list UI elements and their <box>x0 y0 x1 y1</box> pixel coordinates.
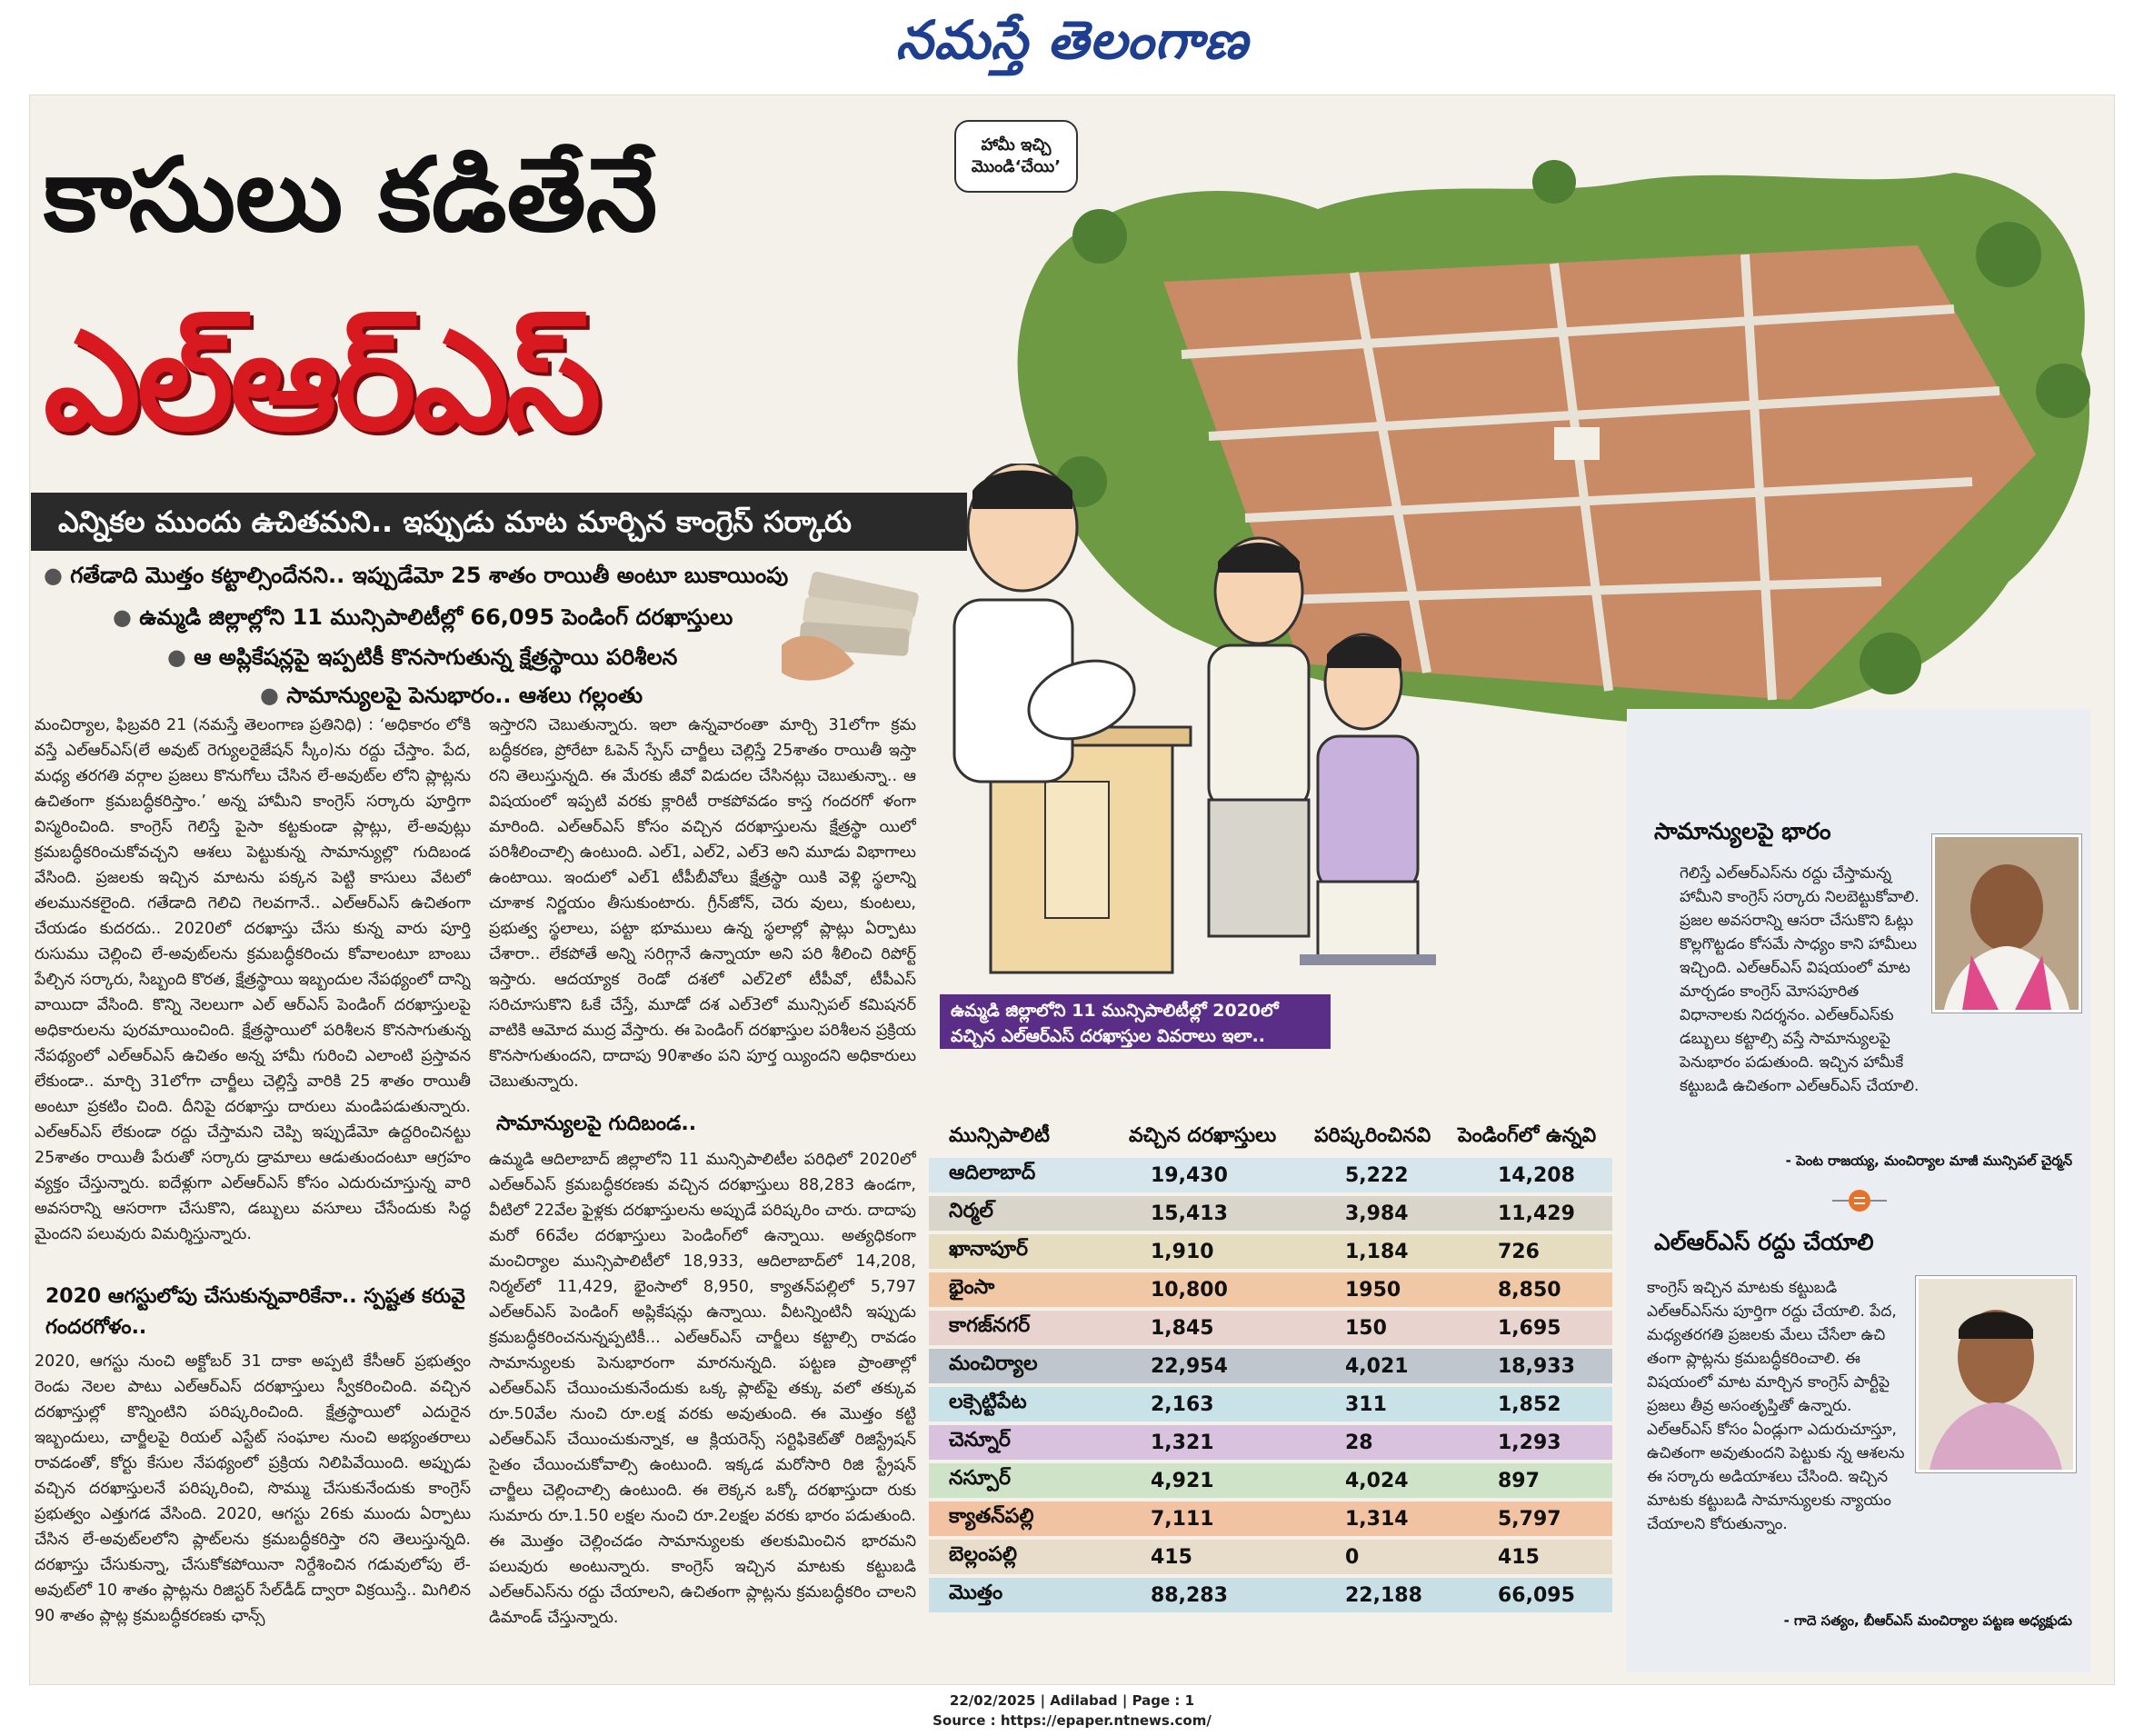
table-cell-pending: 11,429 <box>1498 1202 1575 1225</box>
table-cell-received: 19,430 <box>1151 1163 1228 1187</box>
avatar-2 <box>1916 1276 2076 1472</box>
table-cell-pending: 415 <box>1498 1545 1540 1569</box>
table-cell-name: నిర్మల్‌ <box>949 1200 993 1222</box>
table-row <box>929 1578 1612 1612</box>
sidebar-signature-2: - గాదె సత్యం, బీఆర్‌ఎస్‌ మంచిర్యాల పట్టణ అధ్యక్షుడు <box>1783 1612 2072 1629</box>
person-icon <box>1935 837 2079 1010</box>
table-row <box>929 1540 1612 1574</box>
table-cell-resolved: 150 <box>1345 1316 1387 1340</box>
table-cell-name: నస్పూర్‌ <box>949 1467 1012 1490</box>
article-column-2 <box>489 713 916 1094</box>
table-row <box>929 1196 1612 1231</box>
table-cell-resolved: 5,222 <box>1345 1163 1409 1187</box>
footer-source: Source : https://epaper.ntnews.com/ <box>932 1712 1212 1729</box>
table-cell-name: ఆదిలాబాద్‌ <box>949 1162 1036 1184</box>
table-cell-resolved: 0 <box>1345 1545 1360 1569</box>
table-row <box>929 1387 1612 1422</box>
header-received: వచ్చిన దరఖాస్తులు <box>1129 1124 1277 1147</box>
table-cell-resolved: 28 <box>1345 1431 1373 1454</box>
table-cell-resolved: 22,188 <box>1345 1583 1422 1607</box>
table-body <box>929 1158 1612 1612</box>
article-column-1b <box>35 1349 471 1649</box>
table-row <box>929 1272 1612 1307</box>
headline-subtitle: ఎన్నికల ముందు ఉచితమని.. ఇప్పుడు మాట మార్చిన కాంగ్రెస్‌ సర్కారు <box>31 493 967 551</box>
bullet-4: ● సామాన్యులపై పెనుభారం.. ఆశలు గల్లంతు <box>260 680 643 711</box>
table-cell-received: 415 <box>1151 1545 1192 1569</box>
cartoon-illustration <box>936 464 1472 991</box>
table-row <box>929 1502 1612 1536</box>
table-cell-received: 4,921 <box>1151 1469 1214 1492</box>
table-cell-resolved: 4,024 <box>1345 1469 1409 1492</box>
table-cell-pending: 1,695 <box>1498 1316 1561 1340</box>
article-text-2: ఇస్తారని చెబుతున్నారు. ఇలా ఉన్నవారంతా మార్చి 31లోగా క్రమ బద్ధీకరణ, ప్రోరేటా ఓపెన్‌ స్పేస్‌ చార్జీలు చెల్లిస్తే 25శాతం రాయితీ ఇస్తా రని తెలుస్తున్నది. ఈ మేరకు జీవో విడుదల చేసినట్లు చెబుతున్నా.. ఆ విషయంలో ఇప్పటి వరకు క్లారిటీ రాకపోవడం కాస్త గందరగో ళంగా మారింది. ఎల్‌ఆర్‌ఎస్‌ కోసం వచ్చిన దరఖాస్తులను క్షేత్రస్థా యిలో పరిశీలించాల్సి ఉంటుంది. ఎల్‌1, ఎల్‌2, ఎల్‌3 అని మూడు విభాగాలు ఉంటాయి. ఇందులో ఎల్‌1 టీపీబీవోలు క్షేత్రస్థా యికి వెళ్లి స్థలాన్ని చూశాక నిర్ణయం తీసుకుంటారు. గ్రీన్‌జోన్‌, చెరు వులు, కుంటలు, ప్రభుత్వ స్థలాలు, పట్టా భూములు ఉన్న స్థలాల్లో ప్లాట్లు ఏర్పాటు చేశారా.. లేకపోతే అన్ని సరిగ్గానే ఉన్నాయా అని పరి శీలించి రిపోర్ట్‌ ఇస్తారు. ఆదయ్యాక రెండో దశలో ఎల్‌2లో టీపీవో, టీపీఎస్‌ సరిచూసుకొని ఓకే చేస్తే, మూడో దశ ఎల్‌3లో మున్సిపల్‌ కమిషనర్‌ వాటికి ఆమోద ముద్ర వేస్తారు. ఈ పెండింగ్‌ దరఖాస్తుల పరిశీలన ప్రక్రియ కొనసాగుతుందని, దాదాపు 90శాతం పని పూర్త య్యిందని అధికారులు చెబుతున్నారు. <box>489 716 916 1091</box>
bullet-3: ● ఆ అప్లికేషన్లపై ఇప్పటికీ కొనసాగుతున్న క్షేత్రస్థాయి పరిశీలన <box>167 642 677 673</box>
table-cell-resolved: 4,021 <box>1345 1354 1409 1378</box>
table-row <box>929 1349 1612 1383</box>
avatar-1 <box>1932 834 2081 1013</box>
separator-icon <box>1832 1187 1887 1214</box>
table-cell-pending: 14,208 <box>1498 1163 1575 1187</box>
money-illustration <box>773 564 936 691</box>
table-cell-pending: 1,852 <box>1498 1392 1561 1416</box>
badge-line-1: హామీ ఇచ్చి <box>981 135 1052 155</box>
article-column-2b <box>489 1147 916 1656</box>
table-cell-name: మంచిర్యాల <box>949 1352 1038 1375</box>
table-cell-received: 88,283 <box>1151 1583 1228 1607</box>
article-subhead-1: 2020 ఆగస్టులోపు చేసుకున్నవారికేనా.. స్పష్టత కరువై గందరగోళం.. <box>45 1285 465 1339</box>
table-cell-received: 7,111 <box>1151 1507 1214 1531</box>
table-cell-received: 1,321 <box>1151 1431 1214 1454</box>
table-cell-pending: 5,797 <box>1498 1507 1561 1531</box>
table-cell-name: లక్సెట్టిపేట <box>949 1391 1027 1413</box>
sidebar-heading-2: ఎల్‌ఆర్‌ఎస్‌ రద్దు చేయాలి <box>1654 1229 1874 1255</box>
masthead: నమస్తే తెలంగాణ <box>895 9 1249 71</box>
bullet-2: ● ఉమ్మడి జిల్లాల్లోని 11 మున్సిపాలిటీల్లో 66,095 పెండింగ్‌ దరఖాస్తులు <box>113 602 733 633</box>
footer-date-edition: 22/02/2025 | Adilabad | Page : 1 <box>949 1692 1195 1709</box>
sidebar-signature-1: - పెంట రాజయ్య, మంచిర్యాల మాజీ మున్సిపల్‌ చైర్మన్‌ <box>1785 1152 2072 1169</box>
table-cell-resolved: 3,984 <box>1345 1202 1409 1225</box>
article-column-1 <box>35 713 471 1276</box>
table-cell-resolved: 311 <box>1345 1392 1387 1416</box>
sidebar-text-1: గెలిస్తే ఎల్‌ఆర్‌ఎస్‌ను రద్దు చేస్తామన్న హామీని కాంగ్రెస్‌ సర్కారు నిలబెట్టుకోవాలి. ప్రజల అవసరాన్ని ఆసరా చేసుకొని ఓట్లు కొల్లగొట్టడం కోసమే సాధ్యం కాని హామీలు ఇచ్చింది. ఎల్‌ఆర్‌ఎస్‌ విషయంలో మాట మార్చడం కాంగ్రెస్‌ మోసపూరిత విధానాలకు నిదర్శనం. ఎల్‌ఆర్‌ఎస్‌కు డబ్బులు కట్టాల్సి వస్తే సామాన్యులపై పెనుభారం పడుతుంది. ఇచ్చిన హామీకే కట్టుబడి ఉచితంగా ఎల్‌ఆర్‌ఎస్‌ చేయాలి. <box>1680 864 1920 1095</box>
table-cell-received: 1,845 <box>1151 1316 1214 1340</box>
article-subhead-2: సామాన్యులపై గుదిబండ.. <box>496 1112 697 1135</box>
table-cell-pending: 18,933 <box>1498 1354 1575 1378</box>
headline-line1: కాసులు కడితేనే <box>44 136 658 254</box>
article-text-1b: 2020, ఆగస్టు నుంచి అక్టోబర్‌ 31 దాకా అప్పటి కేసీఆర్‌ ప్రభుత్వం రెండు నెలల పాటు ఎల్‌ఆర్‌ఎస్‌ దరఖాస్తులు స్వీకరించింది. వచ్చిన దరఖాస్తుల్లో కొన్నింటిని పరిష్కరించింది. క్షేత్రస్థాయిలో ఎదురైన ఇబ్బందులు, చార్జీలపై రియల్‌ ఎస్టేట్‌ సంఘాల నుంచి అభ్యంతరాలు రావడంతో, కోర్టు కేసుల నేపథ్యంలో ప్రక్రియ నిలిపివేయింది. అప్పుడు వచ్చిన దరఖాస్తులనే పరిష్కరించి, సొమ్ము చేసుకునేందుకు కాంగ్రెస్‌ ప్రభుత్వం ఎత్తుగడ వేసింది. 2020, ఆగస్టు 26కు ముందు ఏర్పాటు చేసిన లే-అవుట్‌లలోని ప్లాట్‌లను క్రమబద్ధీకరిస్తా రని తెలుస్తున్నది. దరఖాస్తు చేసుకున్నా, చేసుకోకపోయినా నిర్దేశించిన గడువులోపు లే-అవుట్‌లో 10 శాతం ప్లాట్లను రిజిస్టర్‌ సేల్‌డీడ్‌ ద్వారా విక్రయిస్తే.. మిగిలిన 90 శాతం ప్లాట్ల క్రమబద్ధీకరణకు ఛాన్స్‌ <box>35 1352 471 1625</box>
table-cell-pending: 897 <box>1498 1469 1540 1492</box>
table-row <box>929 1425 1612 1460</box>
table-cell-pending: 8,850 <box>1498 1278 1561 1302</box>
table-cell-received: 15,413 <box>1151 1202 1228 1225</box>
sidebar-text-2: కాంగ్రెస్‌ ఇచ్చిన మాటకు కట్టుబడి ఎల్‌ఆర్‌ఎస్‌ను పూర్తిగా రద్దు చేయాలి. పేద, మధ్యతరగతి ప్రజలకు మేలు చేసేలా ఉచి తంగా ప్లాట్లను క్రమబద్ధీకరించాలి. ఈ విషయంలో మాట మార్చిన కాంగ్రెస్‌ పార్టీపై ప్రజలు తీవ్ర అసంతృప్తితో ఉన్నారు. ఎల్‌ఆర్‌ఎస్‌ కోసం ఏండ్లుగా ఎదురుచూస్తూ, ఉచితంగా అవుతుందని పెట్టుకు న్న ఆశలను ఈ సర్కారు అడియాశలు చేసింది. ఇచ్చిన మాటకు కట్టుబడి సామాన్యులకు న్యాయం చేయాలని కోరుతున్నాం. <box>1647 1279 1905 1533</box>
table-cell-pending: 726 <box>1498 1240 1540 1263</box>
table-cell-resolved: 1,184 <box>1345 1240 1409 1263</box>
table-cell-received: 1,910 <box>1151 1240 1214 1263</box>
headline-line2: ఎల్‌ఆర్‌ఎస్‌ <box>44 303 598 461</box>
table-cell-name: భైంసా <box>949 1276 995 1299</box>
table-cell-name: బెల్లంపల్లి <box>949 1543 1018 1566</box>
bullet-1: ● గతేడాది మొత్తం కట్టాల్సిందేనని.. ఇప్పుడేమో 25 శాతం రాయితీ అంటూ బుకాయింపు <box>44 560 788 591</box>
table-caption: ఉమ్మడి జిల్లాలోని 11 మున్సిపాలిటీల్లో 2020లో వచ్చిన ఎల్‌ఆర్‌ఎస్‌ దరఖాస్తుల వివరాలు ఇలా.. <box>940 994 1331 1049</box>
table-row <box>929 1158 1612 1192</box>
table-row <box>929 1311 1612 1345</box>
table-row <box>929 1234 1612 1269</box>
person-icon <box>1919 1279 2073 1470</box>
table-cell-pending: 1,293 <box>1498 1431 1561 1454</box>
header-resolved: పరిష్కరించినవి <box>1314 1124 1431 1147</box>
table-cell-name: చెన్నూర్‌ <box>949 1429 1011 1452</box>
table-row <box>929 1463 1612 1498</box>
table-cell-resolved: 1,314 <box>1345 1507 1409 1531</box>
lrs-table <box>929 1118 1612 1616</box>
table-cell-resolved: 1950 <box>1345 1278 1401 1302</box>
table-cell-received: 22,954 <box>1151 1354 1228 1378</box>
sidebar-heading-1: సామాన్యులపై భారం <box>1654 818 1831 844</box>
headline-badge <box>954 120 1078 193</box>
table-cell-name: ఖానాపూర్‌ <box>949 1238 1029 1261</box>
table-cell-received: 10,800 <box>1151 1278 1228 1302</box>
table-cell-pending: 66,095 <box>1498 1583 1575 1607</box>
header-municipality: మున్సిపాలిటీ <box>949 1124 1050 1147</box>
article-text-2b: ఉమ్మడి ఆదిలాబాద్‌ జిల్లాలోని 11 మున్సిపాలిటీల పరిధిలో 2020లో ఎల్‌ఆర్‌ఎస్‌ క్రమబద్ధీకరణకు వచ్చిన దరఖాస్తులు 88,283 ఉండగా, వీటిలో 22వేల ఫైళ్లకు దరఖాస్తులను అప్పుడే పరిష్కరిం చారు. దాదాపు మరో 66వేల దరఖాస్తులు పెండింగ్‌లో ఉన్నాయి. అత్యధికంగా మంచిర్యాల మున్సిపాలిటీలో 18,933, ఆదిలాబాద్‌లో 14,208, నిర్మల్‌లో 11,429, భైంసాలో 8,950, క్యాతన్‌పల్లిలో 5,797 ఎల్‌ఆర్‌ఎస్‌ పెండింగ్‌ అప్లికేషన్లు ఉన్నాయి. వీటన్నింటినీ ఇప్పుడు క్రమబద్ధీకరించనున్నప్పటికీ... ఎల్‌ఆర్‌ఎస్‌ చార్జీలు కట్టాల్సి రావడం సామాన్యులకు పెనుభారంగా మారనున్నది. పట్టణ ప్రాంతాల్లో ఎల్‌ఆర్‌ఎస్‌ చేయించుకునేందుకు ఒక్క ప్లాట్‌పై తక్కు వలో తక్కువ రూ.50వేల నుంచి రూ.లక్ష వరకు అవుతుంది. ఈ మొత్తం కట్టి ఎల్‌ఆర్‌ఎస్‌ చేయించుకున్నాక, ఆ క్లియరెన్స్‌ సర్టిఫికెట్‌తో రిజిస్ట్రేషన్‌ సైతం చేయించుకోవాల్సి ఉంటుంది. ఇక్కడ మరోసారి రిజి స్ట్రేషన్‌ చార్జీలు చెల్లించాల్సి ఉంటుంది. ఈ లెక్కన ఒక్కో దరఖాస్తుదా రుకు సుమారు రూ.1.50 లక్షల నుంచి రూ.2లక్షల వరకు భారం పడుతుంది. ఈ మొత్తం చెల్లించడం సామాన్యులకు తలకుమించిన భారమని పలువురు అంటున్నారు. కాంగ్రెస్‌ ఇచ్చిన మాటకు కట్టుబడి ఎల్‌ఆర్‌ఎస్‌ను రద్దు చేయాలని, ఉచితంగా ప్లాట్లను క్రమబద్ధీకరిం చాలని డిమాండ్‌ చేస్తున్నారు. <box>489 1151 916 1627</box>
page-footer <box>0 1691 2144 1731</box>
article-text-1: మంచిర్యాల, ఫిబ్రవరి 21 (నమస్తే తెలంగాణ ప్రతినిధి) : ‘అధికారం లోకి వస్తే ఎల్‌ఆర్‌ఎస్‌(లే అవుట్‌ రెగ్యులరైజేషన్‌ స్కీం)ను రద్దు చేస్తాం. పేద, మధ్య తరగతి వర్గాల ప్రజలు కొనుగోలు చేసిన లే-అవుట్‌ల లోని ప్లాట్లను ఉచితంగా క్రమబద్ధీకరిస్తాం.’ అన్న హామీని కాంగ్రెస్‌ సర్కారు పూర్తిగా విస్మరించింది. కాంగ్రెస్‌ గెలిస్తే పైసా కట్టకుండా ప్లాట్లు, లే-అవుట్లు క్రమబద్ధీకరించుకోవచ్చని ఆశలు పెట్టుకున్న సామాన్యుల్లొ గుదిబండ వేసింది. ప్రజలకు ఇచ్చిన మాటను పక్కన పెట్టి కాసులు వేటలో తలమునకలైంది. గతేడాది గెలిచి గెలవగానే.. ఎల్‌ఆర్‌ఎస్‌ ఉచితంగా చేయడం కుదరదు.. 2020లో దరఖాస్తు చేసు కున్న వారు పూర్తి రుసుము చెల్లించి లే-అవుట్‌లను క్రమబద్ధీకరించు కోవాలంటూ బాంబు పేల్చిన సర్కారు, సిబ్బంది కొరత, క్షేత్రస్థాయి ఇబ్బందుల నేపథ్యంలో దాన్ని వాయిదా వేసింది. కొన్ని నెలలుగా ఎల్‌ ఆర్‌ఎస్‌ పెండింగ్‌ దరఖాస్తులపై అధికారులను పురమాయించింది. క్షేత్రస్థాయిలో పరిశీలన కొనసాగుతున్న నేపథ్యంలో ఎల్‌ఆర్‌ఎస్‌ ఉచితం అన్న హామీ గురించి ఎలాంటి ప్రస్తావన లేకుండా.. మార్చి 31లోగా చార్జీలు చెల్లిస్తే వారికి 25 శాతం రాయితీ అంటూ ప్రకటిం చింది. దీనిపై దరఖాస్తు దారులు మండిపడుతున్నారు. ఎల్‌ఆర్‌ఎస్‌ లేకుండా రద్దు చేస్తామని చెప్పి ఇప్పుడేమో ఉద్దరించినట్టు 25శాతం రాయితీ పేరుతో సర్కారు డ్రామాలు ఆడుతుందంటూ ఆగ్రహం వ్యక్తం చేస్తున్నారు. ఐదేళ్లుగా ఎల్‌ఆర్‌ఎస్‌ కోసం ఎదురుచూస్తున్న వారి అవసరాన్ని ఆసరాగా చేసుకొని, డబ్బులు వసూలు చేసేందుకు సిద్ధ మైందని పలువురు విమర్శిస్తున్నారు. <box>35 716 471 1243</box>
table-cell-name: కాగజ్‌నగర్‌ <box>949 1314 1031 1337</box>
table-cell-received: 2,163 <box>1151 1392 1214 1416</box>
header-pending: పెండింగ్‌లో ఉన్నవి <box>1458 1124 1597 1147</box>
badge-line-2: మొండి‘చేయి’ <box>971 157 1062 176</box>
table-cell-name: మొత్తం <box>949 1581 1003 1604</box>
table-header <box>929 1118 1612 1158</box>
table-cell-name: క్యాతన్‌పల్లి <box>949 1505 1034 1528</box>
